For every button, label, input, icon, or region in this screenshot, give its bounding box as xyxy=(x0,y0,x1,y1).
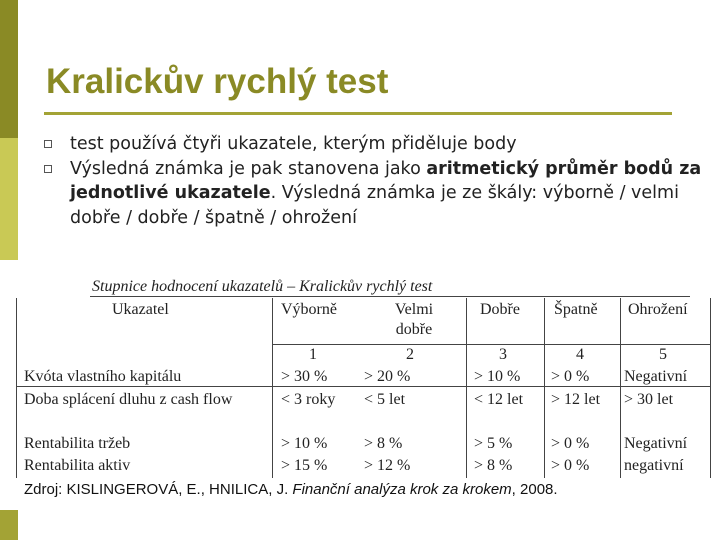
table-cell: < 3 roky xyxy=(281,391,336,408)
header-indicator: Ukazatel xyxy=(112,301,169,318)
source-citation xyxy=(24,481,558,498)
table-cell: > 30 let xyxy=(624,391,674,408)
table-cell: > 12 let xyxy=(551,391,601,408)
table-cell: negativní xyxy=(624,457,684,474)
table-cell: > 5 % xyxy=(474,435,513,452)
table-cell: > 10 % xyxy=(474,368,521,385)
source-suffix: , 2008. xyxy=(511,481,558,498)
header-excellent: Výborně xyxy=(281,301,337,318)
table-border-left xyxy=(16,298,17,478)
header-very-good: Velmi dobře xyxy=(394,301,434,338)
square-bullet-icon xyxy=(44,140,52,148)
table-caption: Stupnice hodnocení ukazatelů – Kralickův rychlý test xyxy=(92,278,433,295)
source-prefix: Zdroj: KISLINGEROVÁ, E., HNILICA, J. xyxy=(24,481,293,498)
table-border-right xyxy=(710,298,711,478)
table-cell: > 30 % xyxy=(281,368,328,385)
source-title: Finanční analýza krok za krokem xyxy=(292,481,512,498)
slide-title: Kralickův rychlý test xyxy=(46,62,389,101)
points-cell: 5 xyxy=(659,346,667,363)
header-threatened: Ohrožení xyxy=(628,301,688,318)
table-column-divider xyxy=(466,298,467,478)
row-label: Doba splácení dluhu z cash flow xyxy=(24,391,233,408)
bullet-item xyxy=(44,132,708,157)
points-cell: 4 xyxy=(576,346,584,363)
side-accent-bar-middle xyxy=(0,138,18,260)
bullet-item xyxy=(44,157,708,231)
bullet-text: test používá čtyři ukazatele, kterým přiděluje body xyxy=(70,134,517,154)
table-column-divider xyxy=(272,298,273,478)
caption-underline xyxy=(90,296,690,297)
table-cell: > 0 % xyxy=(551,368,590,385)
table-column-divider xyxy=(620,298,621,478)
table-cell: > 10 % xyxy=(281,435,328,452)
header-good: Dobře xyxy=(480,301,520,318)
bullet-text-start: Výsledná známka je pak stanovena jako xyxy=(70,158,427,179)
table-cell: > 20 % xyxy=(364,368,411,385)
bullet-list xyxy=(44,132,708,230)
header-bad: Špatně xyxy=(554,301,598,318)
table-cell: > 15 % xyxy=(281,457,328,474)
table-cell: < 5 let xyxy=(364,391,406,408)
points-cell: 3 xyxy=(499,346,507,363)
table-header-divider xyxy=(272,344,710,345)
title-underline xyxy=(44,112,672,115)
bullet-text-end: . Výsledná známka je ze škály: výborně / velmi dobře / dobře / špatně / ohrožení xyxy=(70,183,679,228)
row-label: Rentabilita aktiv xyxy=(24,457,131,474)
points-cell: 2 xyxy=(406,346,414,363)
table-cell: > 8 % xyxy=(364,435,403,452)
table-cell: > 0 % xyxy=(551,435,590,452)
table-cell: > 0 % xyxy=(551,457,590,474)
table-cell: > 8 % xyxy=(474,457,513,474)
table-cell: < 12 let xyxy=(474,391,524,408)
row-label: Kvóta vlastního kapitálu xyxy=(24,368,182,385)
square-bullet-icon xyxy=(44,165,52,173)
row-label: Rentabilita tržeb xyxy=(24,435,131,452)
table-column-divider xyxy=(544,298,545,478)
table-cell: > 12 % xyxy=(364,457,411,474)
side-accent-bar-bottom xyxy=(0,510,18,540)
rating-table xyxy=(16,278,713,478)
points-cell: 1 xyxy=(309,346,317,363)
bullet-text-bold: aritmetický průměr bodů za jednotlivé ukazatele xyxy=(70,158,702,203)
side-accent-bar-top xyxy=(0,0,18,138)
table-cell: Negativní xyxy=(624,435,688,452)
table-cell: Negativní xyxy=(624,368,688,385)
